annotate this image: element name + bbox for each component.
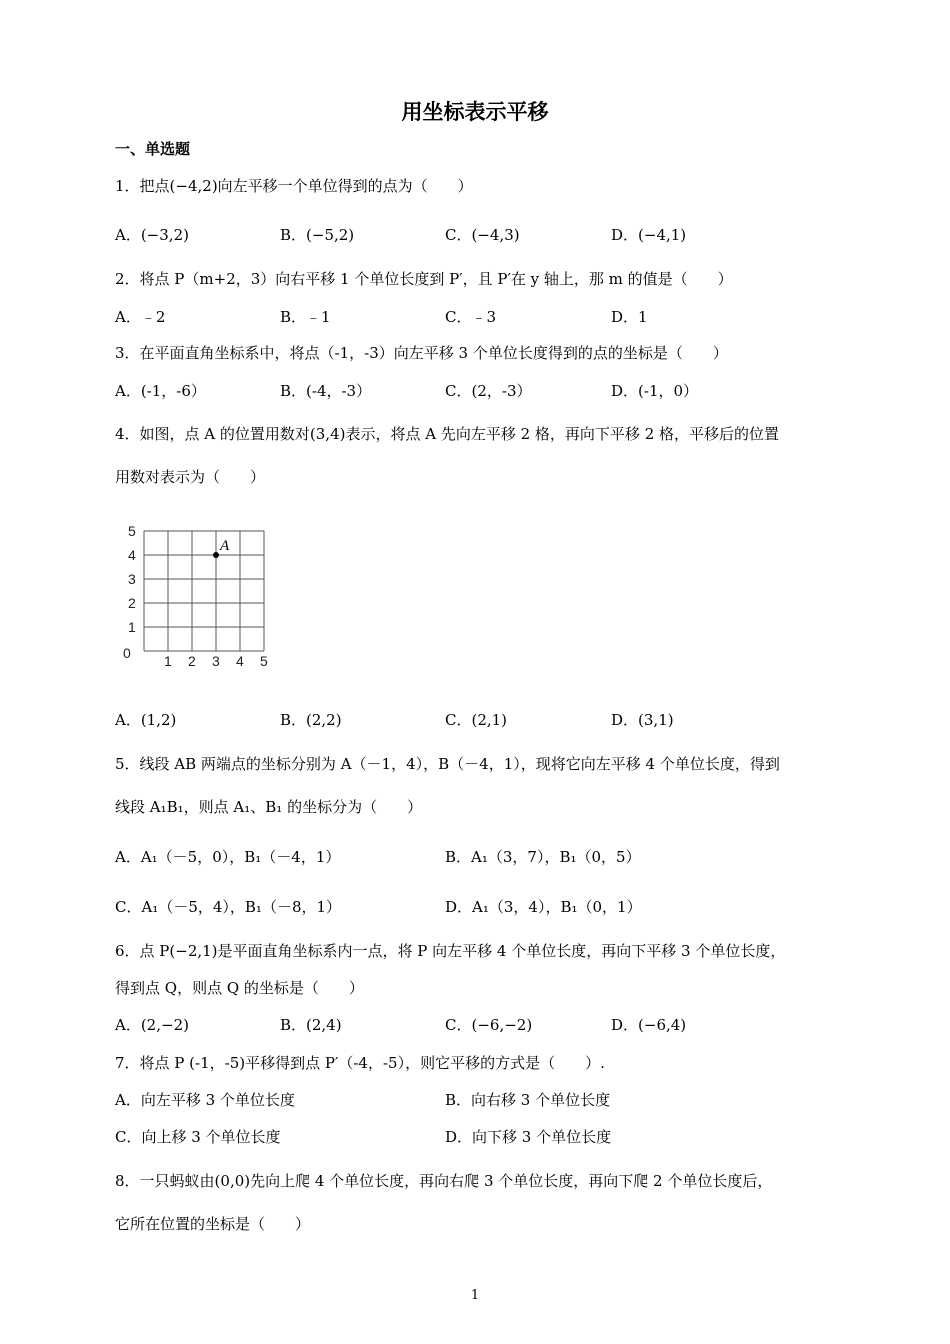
point-a-label: A (220, 538, 230, 554)
question-4-line-1: 4．如图，点 A 的位置用数对(3,4)表示，将点 A 先向左平移 2 格，再向下平移 2 格，平移后的位置 (115, 425, 780, 443)
y-tick-5: 5 (128, 523, 136, 539)
q4-option-c[interactable]: C．(2,1) (445, 711, 508, 729)
question-8-line-2: 它所在位置的坐标是（ ） (115, 1215, 311, 1233)
question-6-line-1: 6．点 P(−2,1)是平面直角坐标系内一点，将 P 向左平移 4 个单位长度，再向下平移 3 个单位长度， (115, 942, 786, 960)
question-7: 7．将点 P (-1，-5)平移得到点 P′（-4，-5），则它平移的方式是（ ）. (115, 1054, 605, 1072)
q7-option-b[interactable]: B．向右移 3 个单位长度 (445, 1091, 611, 1109)
q3-option-d[interactable]: D．(-1，0） (611, 382, 699, 400)
q6-option-c[interactable]: C．(−6,−2) (445, 1016, 533, 1034)
q5-option-c[interactable]: C．A₁（－5，4），B₁（－8，1） (115, 898, 342, 916)
question-5-line-2: 线段 A₁B₁，则点 A₁、B₁ 的坐标分为（ ） (115, 798, 423, 816)
q2-option-b[interactable]: B．﹣1 (280, 308, 331, 326)
q3-option-a[interactable]: A．(-1，-6） (115, 382, 206, 400)
point-a (213, 552, 219, 558)
q4-option-a[interactable]: A．(1,2) (115, 711, 177, 729)
q4-option-b[interactable]: B．(2,2) (280, 711, 342, 729)
q2-option-d[interactable]: D．1 (611, 308, 648, 326)
x-tick-3: 3 (212, 653, 220, 669)
x-tick-1: 1 (164, 653, 172, 669)
q2-option-c[interactable]: C．﹣3 (445, 308, 497, 326)
q5-option-a[interactable]: A．A₁（－5，0），B₁（－4，1） (115, 848, 341, 866)
question-1: 1．把点(−4,2)向左平移一个单位得到的点为（ ） (115, 177, 473, 195)
x-tick-5: 5 (260, 653, 268, 669)
question-5-line-1: 5．线段 AB 两端点的坐标分别为 A（－1，4），B（－4，1），现将它向左平移 4 个单位长度，得到 (115, 755, 780, 773)
q5-option-d[interactable]: D．A₁（3，4），B₁（0，1） (445, 898, 642, 916)
y-tick-4: 4 (128, 547, 136, 563)
q1-option-c[interactable]: C．(−4,3) (445, 226, 520, 244)
question-8-line-1: 8．一只蚂蚁由(0,0)先向上爬 4 个单位长度，再向右爬 3 个单位长度，再向下爬 2 个单位长度后， (115, 1172, 773, 1190)
x-tick-4: 4 (236, 653, 244, 669)
coordinate-grid-figure (120, 522, 280, 672)
page-number: 1 (470, 1288, 480, 1303)
page-title: 用坐标表示平移 (401, 100, 549, 124)
q1-option-a[interactable]: A．(−3,2) (115, 226, 189, 244)
q1-option-b[interactable]: B．(−5,2) (280, 226, 355, 244)
y-tick-1: 1 (128, 619, 136, 635)
q2-option-a[interactable]: A．﹣2 (115, 308, 166, 326)
section-heading: 一、单选题 (115, 140, 191, 158)
x-tick-0: 0 (123, 645, 131, 661)
question-4-line-2: 用数对表示为（ ） (115, 468, 266, 486)
q3-option-b[interactable]: B．(-4，-3） (280, 382, 372, 400)
question-3: 3．在平面直角坐标系中，将点（-1，-3）向左平移 3 个单位长度得到的点的坐标是（ ） (115, 344, 728, 362)
y-tick-3: 3 (128, 571, 136, 587)
q3-option-c[interactable]: C．(2，-3） (445, 382, 532, 400)
q5-option-b[interactable]: B．A₁（3，7），B₁（0，5） (445, 848, 641, 866)
q1-option-d[interactable]: D．(−4,1) (611, 226, 687, 244)
q6-option-d[interactable]: D．(−6,4) (611, 1016, 687, 1034)
q6-option-b[interactable]: B．(2,4) (280, 1016, 342, 1034)
question-2: 2．将点 P（m+2，3）向右平移 1 个单位长度到 P′，且 P′在 y 轴上，那 m 的值是（ ） (115, 270, 733, 288)
q7-option-c[interactable]: C．向上移 3 个单位长度 (115, 1128, 281, 1146)
q7-option-a[interactable]: A．向左平移 3 个单位长度 (115, 1091, 295, 1109)
q7-option-d[interactable]: D．向下移 3 个单位长度 (445, 1128, 612, 1146)
question-6-line-2: 得到点 Q，则点 Q 的坐标是（ ） (115, 979, 364, 997)
q6-option-a[interactable]: A．(2,−2) (115, 1016, 189, 1034)
q4-option-d[interactable]: D．(3,1) (611, 711, 674, 729)
x-tick-2: 2 (188, 653, 196, 669)
y-tick-2: 2 (128, 595, 136, 611)
